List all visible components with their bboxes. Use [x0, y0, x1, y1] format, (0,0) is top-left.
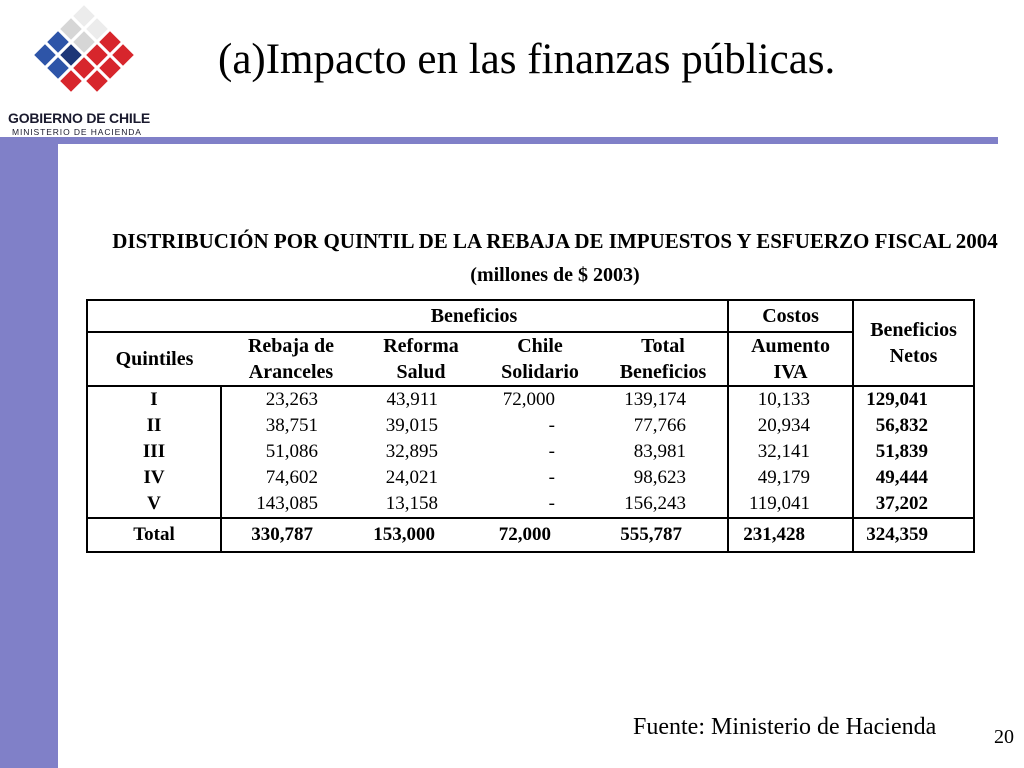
header-line: Aumento — [751, 335, 830, 357]
column-header-reforma-salud — [361, 332, 481, 386]
cell-total-beneficios: 156,243 — [624, 493, 687, 514]
group-header-benefits: Beneficios — [221, 300, 728, 332]
table-row — [87, 439, 974, 465]
column-header-rebaja-aranceles — [221, 332, 361, 386]
column-header-aumento-iva — [728, 332, 853, 386]
cell-reforma-salud: 39,015 — [385, 415, 438, 436]
cell-reforma-salud: 32,895 — [385, 441, 438, 462]
table-row — [87, 413, 974, 439]
cell-total-beneficios: 98,623 — [633, 467, 687, 488]
cell-beneficios-netos: 51,839 — [875, 441, 929, 462]
total-beneficios: 555,787 — [599, 518, 728, 552]
cell-beneficios-netos: 129,041 — [866, 389, 929, 410]
cell-total-beneficios: 139,174 — [624, 389, 687, 410]
table-row — [87, 465, 974, 491]
table-subtitle: (millones de $ 2003) — [470, 264, 640, 286]
header-line: Reforma — [383, 335, 459, 357]
table-row — [87, 491, 974, 518]
cell-chile-solidario: - — [548, 493, 555, 514]
slide-title: (a)Impacto en las finanzas públicas. — [218, 36, 836, 83]
header-line: Aranceles — [248, 361, 334, 383]
header-line: Salud — [396, 361, 446, 383]
source-note: Fuente: Ministerio de Hacienda — [633, 714, 937, 740]
logo-government-text: GOBIERNO DE CHILE — [8, 110, 151, 126]
quintile-label: I — [87, 386, 221, 413]
quintile-label: II — [87, 413, 221, 439]
cell-rebaja-aranceles: 74,602 — [265, 467, 318, 488]
quintile-label: IV — [87, 465, 221, 491]
group-header-costs: Costos — [728, 300, 853, 332]
column-header-total-beneficios — [599, 332, 728, 386]
quintile-label: V — [87, 491, 221, 518]
header-line: IVA — [773, 361, 808, 383]
cell-reforma-salud: 24,021 — [385, 467, 438, 488]
total-label: Total — [87, 518, 221, 552]
total-beneficios-netos: 324,359 — [853, 518, 974, 552]
cell-chile-solidario: 72,000 — [502, 389, 555, 410]
left-accent-bar — [0, 137, 58, 768]
table-title: DISTRIBUCIÓN POR QUINTIL DE LA REBAJA DE IMPUESTOS Y ESFUERZO FISCAL 2004 — [112, 229, 998, 253]
cell-aumento-iva: 119,041 — [728, 491, 853, 518]
header-divider — [35, 137, 998, 144]
cell-reforma-salud: 43,911 — [386, 389, 438, 410]
cell-aumento-iva: 49,179 — [728, 465, 853, 491]
total-reforma-salud: 153,000 — [361, 518, 481, 552]
cell-rebaja-aranceles: 51,086 — [265, 441, 318, 462]
total-rebaja-aranceles: 330,787 — [221, 518, 361, 552]
header-line: Chile — [517, 335, 563, 357]
cell-beneficios-netos: 56,832 — [875, 415, 929, 436]
page-number: 20 — [994, 726, 1014, 748]
cell-beneficios-netos: 49,444 — [875, 467, 929, 488]
group-header-net-benefits — [853, 300, 974, 386]
quintile-label: III — [87, 439, 221, 465]
cell-rebaja-aranceles: 143,085 — [256, 493, 318, 514]
table-group-header-row — [87, 300, 974, 332]
distribution-table — [86, 299, 975, 553]
header-line: Total — [641, 335, 685, 357]
cell-chile-solidario: - — [548, 467, 555, 488]
logo-ministry-text: MINISTERIO DE HACIENDA — [12, 127, 142, 137]
net-header-line1: Beneficios — [870, 319, 957, 341]
column-header-quintiles: Quintiles — [87, 332, 221, 386]
header-line: Rebaja de — [247, 335, 335, 357]
cell-rebaja-aranceles: 23,263 — [265, 389, 318, 410]
cell-aumento-iva: 20,934 — [728, 413, 853, 439]
cell-aumento-iva: 10,133 — [728, 386, 853, 413]
column-header-chile-solidario — [481, 332, 599, 386]
total-chile-solidario: 72,000 — [481, 518, 599, 552]
header-line: Solidario — [501, 361, 579, 383]
header-line: Beneficios — [619, 361, 707, 383]
cell-chile-solidario: - — [548, 415, 555, 436]
net-header-line2: Netos — [889, 345, 938, 367]
cell-total-beneficios: 77,766 — [633, 415, 687, 436]
table-total-row — [87, 518, 974, 552]
chile-government-logo-icon — [0, 0, 160, 100]
table-column-header-row — [87, 332, 974, 386]
cell-chile-solidario: - — [548, 441, 555, 462]
cell-beneficios-netos: 37,202 — [875, 493, 929, 514]
table-row — [87, 386, 974, 413]
cell-total-beneficios: 83,981 — [633, 441, 687, 462]
total-aumento-iva: 231,428 — [728, 518, 853, 552]
header-blank-cell — [87, 300, 221, 332]
cell-aumento-iva: 32,141 — [728, 439, 853, 465]
cell-rebaja-aranceles: 38,751 — [265, 415, 318, 436]
cell-reforma-salud: 13,158 — [385, 493, 438, 514]
